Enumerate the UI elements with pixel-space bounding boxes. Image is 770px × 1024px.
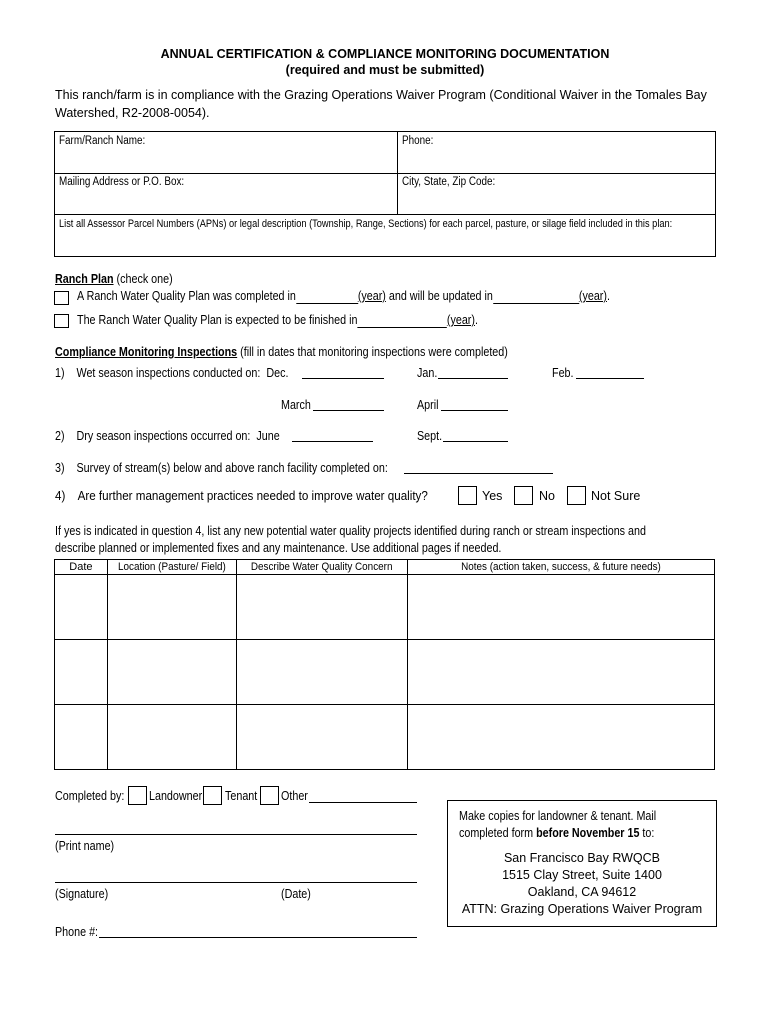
- signature-text: (Signature): [55, 887, 109, 901]
- col-notes-text: Notes (action taken, success, & future needs): [460, 561, 661, 573]
- tenant-checkbox[interactable]: [203, 786, 222, 805]
- ranch-plan-expected-checkbox[interactable]: [54, 314, 69, 328]
- year-label-2: (year): [578, 289, 607, 303]
- apn-label: List all Assessor Parcel Numbers (APNs) or legal description (Township, Range, Sections) for each parcel, pasture, or silage field included in this plan:: [59, 218, 673, 230]
- landowner-text: Landowner: [149, 789, 203, 803]
- form-subtitle: (required and must be submitted): [285, 63, 485, 77]
- date-text: (Date): [281, 887, 311, 901]
- projects-table: [54, 559, 715, 770]
- yes-label: Yes: [482, 489, 503, 503]
- print-name-line[interactable]: [55, 834, 417, 835]
- april-label: [417, 398, 442, 412]
- col-location: [107, 560, 236, 575]
- inspections-note: (fill in dates that monitoring inspections were completed): [237, 345, 508, 359]
- ranch-plan-title: Ranch Plan: [55, 272, 114, 286]
- march-blank[interactable]: [313, 410, 384, 411]
- phone-number-text: Phone #:: [55, 925, 99, 939]
- form-title: [0, 46, 770, 78]
- q4-text: 4) Are further management practices needed to improve water quality?: [55, 489, 428, 503]
- col-concern-text: Describe Water Quality Concern: [250, 561, 393, 573]
- completed-year-blank[interactable]: [296, 289, 358, 304]
- address-line-2: 1515 Clay Street, Suite 1400: [502, 868, 662, 882]
- sept-label: [417, 429, 446, 443]
- year-label-3: (year): [446, 313, 475, 327]
- landowner-label: [149, 789, 211, 803]
- apn-field[interactable]: [59, 218, 770, 230]
- landowner-checkbox[interactable]: [128, 786, 147, 805]
- address-line-4: ATTN: Grazing Operations Waiver Program: [461, 902, 703, 916]
- farm-name-field[interactable]: [59, 135, 159, 147]
- march-label: [281, 398, 316, 412]
- q2-text: 2) Dry season inspections occurred on: June: [55, 429, 280, 443]
- option-2-text: The Ranch Water Quality Plan is expected to be finished in: [77, 313, 358, 327]
- survey-date-blank[interactable]: [404, 473, 553, 474]
- table-cell[interactable]: [55, 705, 108, 770]
- table-cell[interactable]: [236, 575, 407, 640]
- april-text: April: [417, 398, 439, 412]
- dec-blank[interactable]: [302, 378, 384, 379]
- table-cell[interactable]: [407, 640, 714, 705]
- address-line-3: Oakland, CA 94612: [527, 885, 637, 899]
- table-row: [55, 640, 715, 705]
- mail-line-2c: to:: [639, 826, 655, 840]
- feb-label: [552, 366, 577, 380]
- other-text: Other: [281, 789, 308, 803]
- table-header-row: [55, 560, 715, 575]
- col-concern: [236, 560, 407, 575]
- table-cell[interactable]: [236, 640, 407, 705]
- print-name-text: (Print name): [55, 839, 115, 853]
- ranch-plan-option-1: [77, 289, 697, 304]
- q3-label: [55, 461, 442, 475]
- mailing-address-label: Mailing Address or P.O. Box:: [59, 176, 185, 188]
- finished-year-blank[interactable]: [357, 313, 446, 328]
- signature-label: [55, 887, 117, 901]
- ranch-info-box: [54, 131, 716, 257]
- col-location-text: Location (Pasture/ Field): [117, 561, 226, 573]
- date-label: [281, 887, 316, 901]
- no-label: No: [539, 489, 555, 503]
- feb-blank[interactable]: [576, 378, 644, 379]
- print-name-label: [55, 839, 124, 853]
- q4-label: [55, 489, 456, 503]
- not-sure-checkbox[interactable]: [567, 486, 586, 505]
- phone-number-label: [55, 925, 105, 939]
- jan-text: Jan.: [417, 366, 438, 380]
- not-sure-label: Not Sure: [591, 489, 641, 503]
- jan-blank[interactable]: [438, 378, 508, 379]
- phone-field[interactable]: [402, 135, 438, 147]
- city-state-zip-field[interactable]: [402, 176, 510, 188]
- tenant-label: [225, 789, 263, 803]
- mail-instructions: [459, 808, 688, 842]
- phone-label: Phone:: [402, 135, 434, 147]
- other-checkbox[interactable]: [260, 786, 279, 805]
- compliance-statement: This ranch/farm is in compliance with the Grazing Operations Waiver Program (Conditional Waiver in the Tomales Bay Watershed, R2-2008-0054).: [55, 88, 707, 120]
- period-2: .: [474, 313, 478, 327]
- mail-address: [448, 850, 716, 918]
- table-cell[interactable]: [407, 575, 714, 640]
- march-text: March: [281, 398, 311, 412]
- followup-text: If yes is indicated in question 4, list any new potential water quality projects identified during ranch or stream inspections and describe planned or implemented fixes and any maintenance. Use additional pages if needed.: [55, 524, 646, 555]
- phone-number-line[interactable]: [99, 937, 417, 938]
- option-1-text-2: and will be updated in: [385, 289, 493, 303]
- updated-year-blank[interactable]: [493, 289, 579, 304]
- yes-checkbox[interactable]: [458, 486, 477, 505]
- option-1-text: A Ranch Water Quality Plan was completed in: [77, 289, 296, 303]
- q1-text: 1) Wet season inspections conducted on: Dec.: [55, 366, 289, 380]
- followup-instructions: [55, 523, 770, 557]
- table-cell[interactable]: [55, 640, 108, 705]
- form-title-main: ANNUAL CERTIFICATION & COMPLIANCE MONITORING DOCUMENTATION: [160, 47, 610, 61]
- completed-by-label: [55, 789, 136, 803]
- q1-label: [55, 366, 326, 380]
- address-line-1: San Francisco Bay RWQCB: [503, 851, 661, 865]
- city-state-zip-label: City, State, Zip Code:: [402, 176, 496, 188]
- table-cell[interactable]: [407, 705, 714, 770]
- ranch-plan-heading: [55, 272, 192, 286]
- april-blank[interactable]: [441, 410, 508, 411]
- ranch-plan-note: (check one): [113, 272, 173, 286]
- mailing-instructions-box: [447, 800, 717, 927]
- col-notes: [407, 560, 714, 575]
- sept-blank[interactable]: [443, 441, 508, 442]
- other-blank[interactable]: [309, 802, 417, 803]
- deadline: before November 15: [536, 826, 640, 840]
- other-label: [281, 789, 312, 803]
- table-row: [55, 575, 715, 640]
- table-cell[interactable]: [107, 640, 236, 705]
- table-cell[interactable]: [55, 575, 108, 640]
- june-blank[interactable]: [292, 441, 373, 442]
- q2-label: [55, 429, 316, 443]
- mail-line-2a: completed form: [459, 826, 537, 840]
- col-date: Date: [55, 560, 108, 575]
- completed-by-text: Completed by:: [55, 789, 125, 803]
- q3-text: 3) Survey of stream(s) below and above ranch facility completed on:: [55, 461, 388, 475]
- table-cell[interactable]: [236, 705, 407, 770]
- ranch-plan-completed-checkbox[interactable]: [54, 291, 69, 305]
- year-label: (year): [357, 289, 386, 303]
- period: .: [606, 289, 610, 303]
- inspections-title: Compliance Monitoring Inspections: [55, 345, 238, 359]
- mail-line-1: Make copies for landowner & tenant. Mail: [459, 809, 657, 823]
- no-checkbox[interactable]: [514, 486, 533, 505]
- table-cell[interactable]: [107, 705, 236, 770]
- inspections-heading: [55, 345, 582, 359]
- feb-text: Feb.: [552, 366, 574, 380]
- sept-text: Sept.: [417, 429, 443, 443]
- farm-name-label: Farm/Ranch Name:: [59, 135, 146, 147]
- table-cell[interactable]: [107, 575, 236, 640]
- mailing-address-field[interactable]: [59, 176, 205, 188]
- ranch-plan-option-2: [77, 313, 543, 328]
- table-row: [55, 705, 715, 770]
- signature-line[interactable]: [55, 882, 417, 883]
- tenant-text: Tenant: [225, 789, 258, 803]
